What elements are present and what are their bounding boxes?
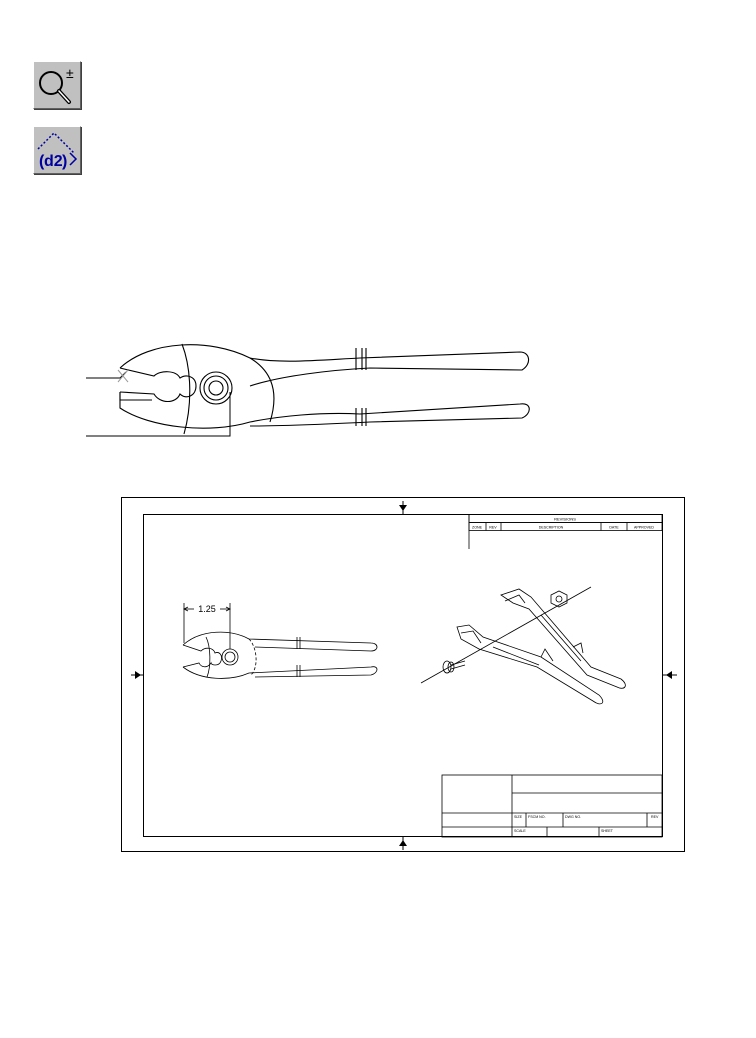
plus-minus-glyph: ± — [66, 65, 74, 81]
title-block — [442, 775, 662, 837]
title-size-label: SIZE — [514, 815, 522, 819]
title-scale-label: SCALE — [514, 829, 526, 833]
title-rev-label: REV — [651, 815, 659, 819]
pliers-front-view — [183, 603, 377, 678]
svg-text:): ) — [62, 153, 68, 170]
rev-col-date: DATE — [609, 525, 619, 530]
zoom-in-out-icon — [34, 62, 80, 108]
sheet-outer-border — [122, 498, 685, 852]
rev-col-zone: ZONE — [472, 525, 482, 530]
dimension-value: 1.25 — [198, 604, 216, 614]
rev-col-description: DESCRIPTION — [538, 525, 564, 530]
d2-label: d2 — [44, 153, 63, 170]
drawing-sheet — [121, 497, 686, 853]
rev-col-approved: APPROVED — [634, 525, 654, 530]
zoom-button[interactable] — [33, 61, 81, 109]
d2-glyph: ( — [39, 153, 45, 170]
dimension-button[interactable] — [33, 126, 81, 174]
title-sheet-label: SHEET — [601, 829, 613, 833]
revisions-title: REVISIONS — [554, 516, 576, 522]
dimension-d2-icon — [34, 127, 80, 173]
title-dwg-label: DWG NO. — [565, 815, 582, 819]
pliers-drawing — [80, 330, 540, 450]
pliers-exploded-view — [421, 587, 625, 704]
rev-col-rev: REV — [489, 525, 497, 530]
title-fscm-label: FSCM NO. — [528, 815, 546, 819]
sheet-inner-border — [144, 515, 663, 837]
